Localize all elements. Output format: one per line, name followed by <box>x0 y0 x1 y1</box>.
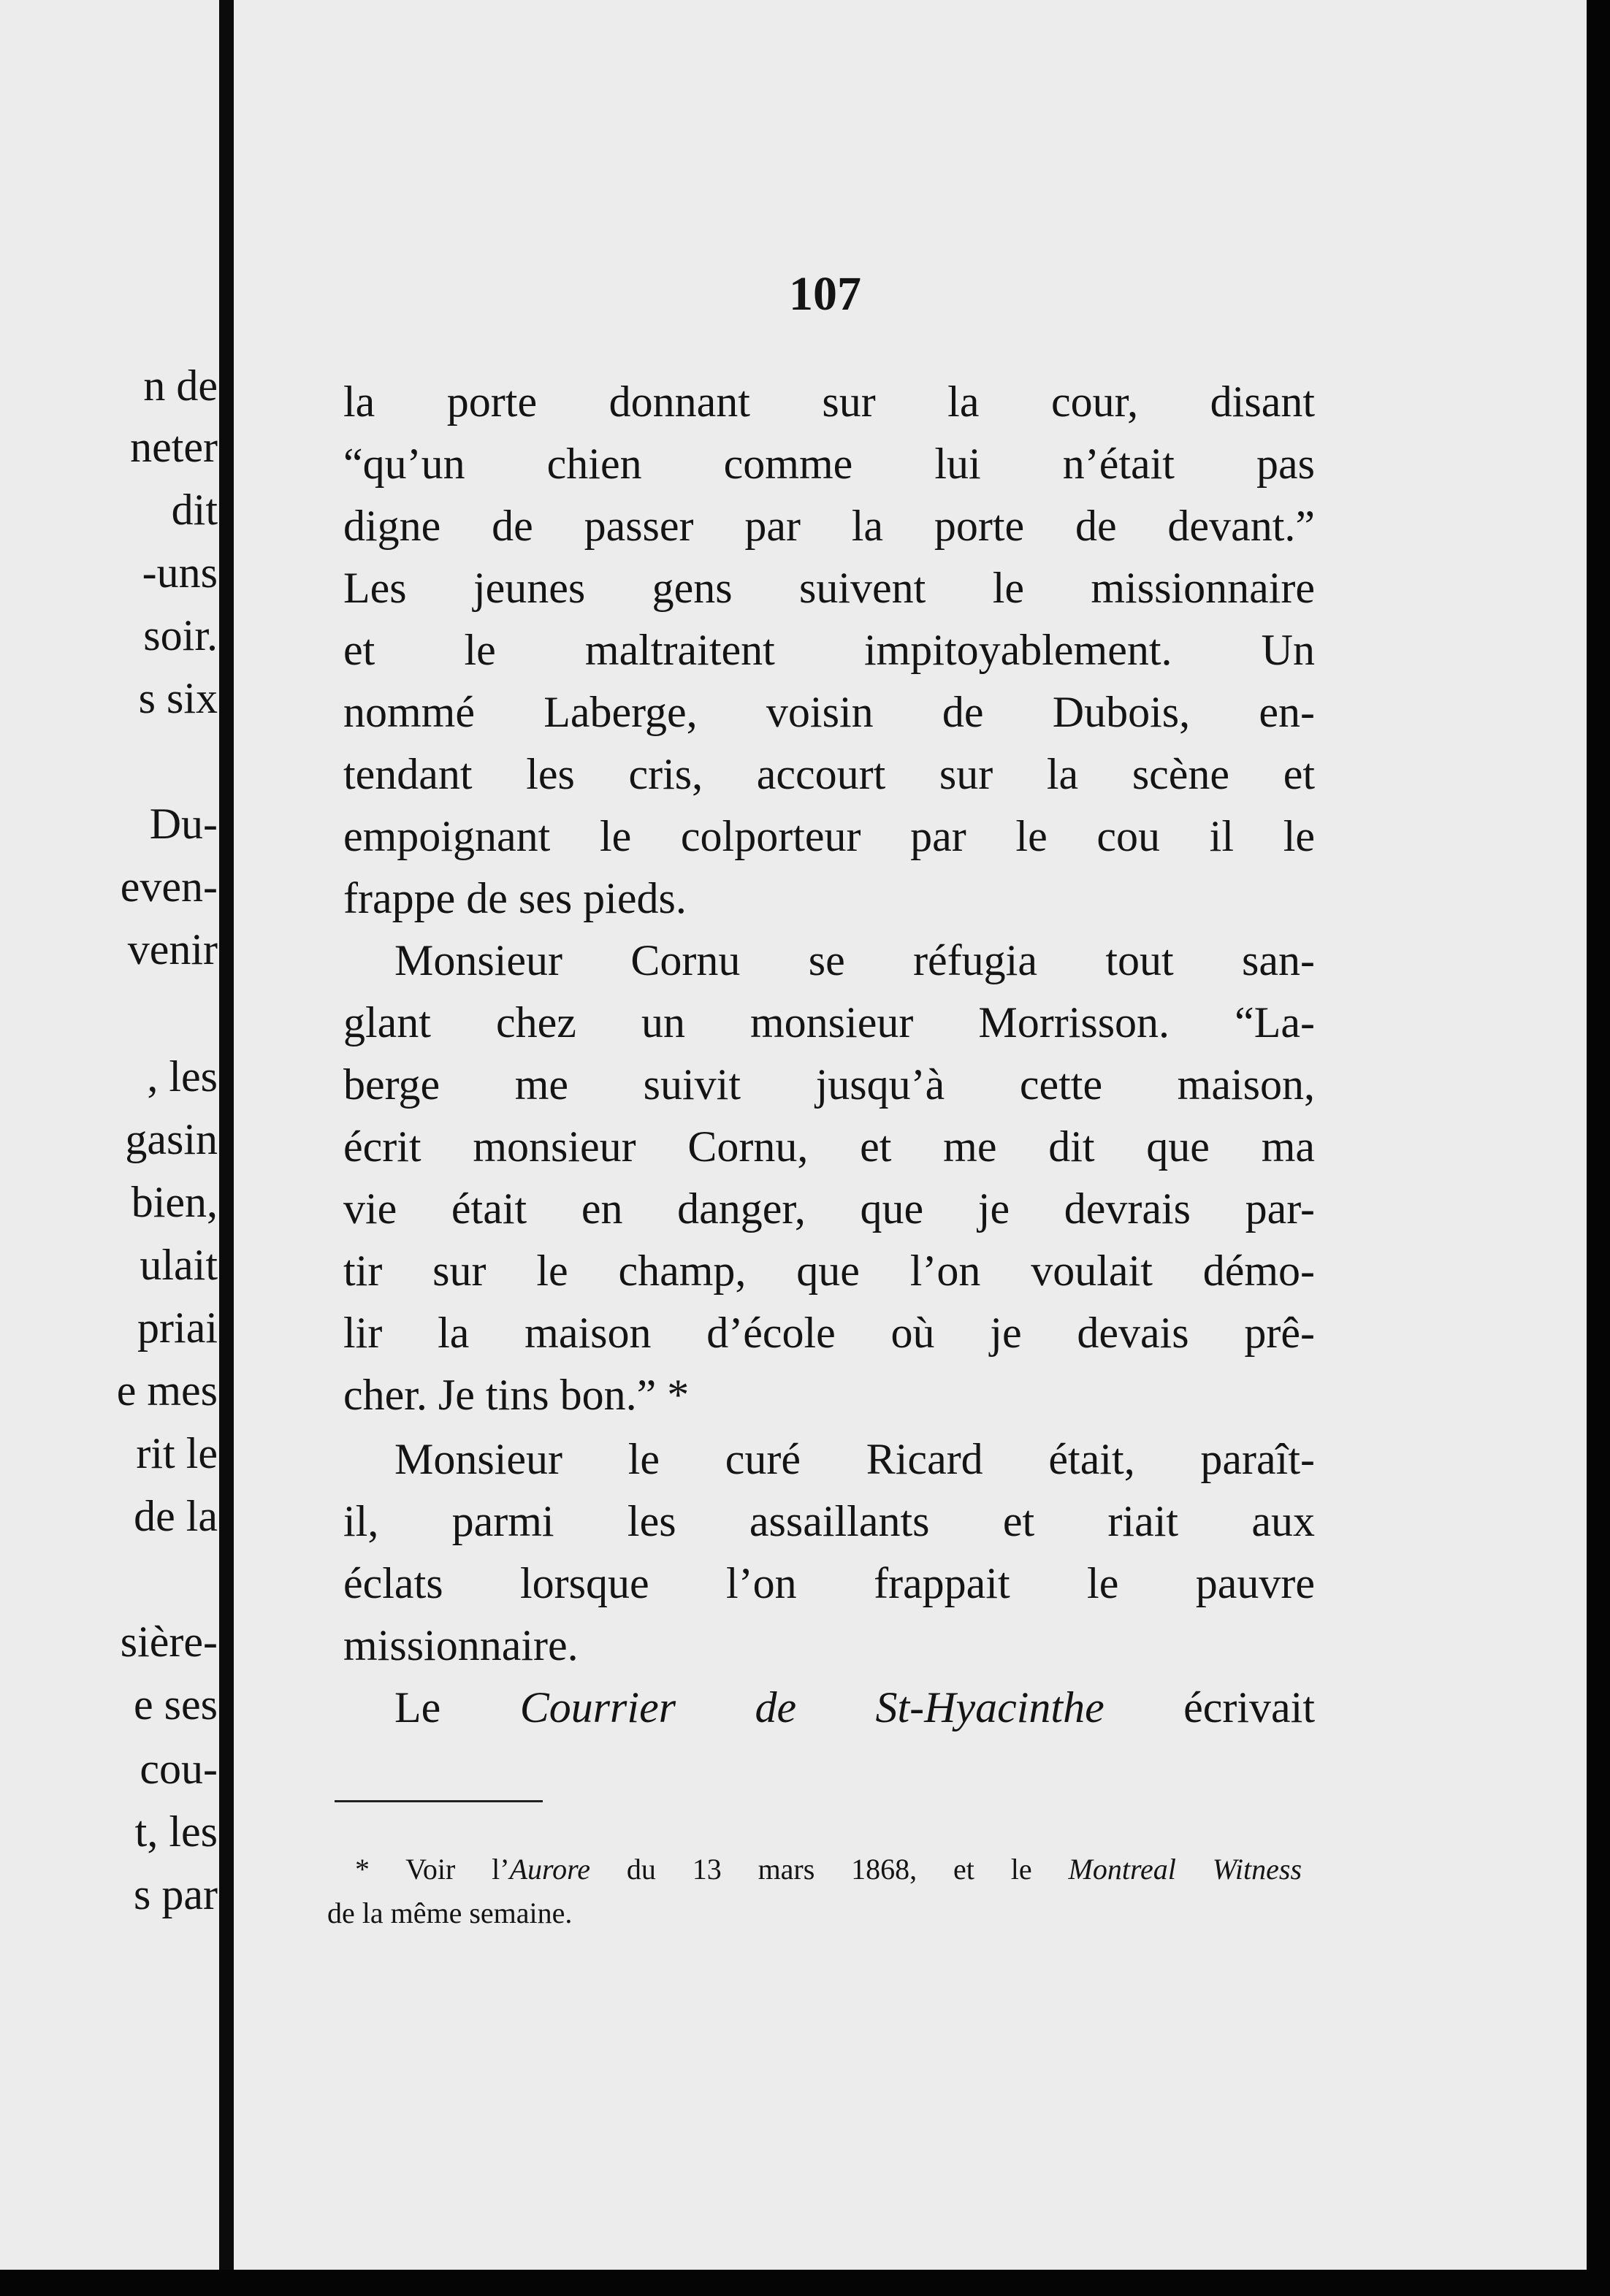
left-page-fragment: even- <box>120 862 218 911</box>
footnote-line <box>355 1855 1302 1884</box>
body-line: cher. Je tins bon.” * <box>343 1371 690 1419</box>
left-page-fragment: de la <box>134 1492 218 1540</box>
body-line: digne de passer par la porte de devant.” <box>343 502 1315 550</box>
left-page-fragment: ulait <box>140 1241 218 1289</box>
left-page-fragment: n de <box>143 361 218 410</box>
scan-edge-bottom <box>0 2270 1610 2296</box>
left-page-fragment: , les <box>147 1052 218 1101</box>
body-text: Le <box>394 1683 520 1731</box>
left-page-fragment: s six <box>138 674 218 722</box>
page-number: 107 <box>789 267 861 321</box>
body-line: éclats lorsque l’on frappait le pauvre <box>343 1559 1315 1607</box>
left-page-fragment: cou- <box>140 1745 218 1793</box>
book-fold-gutter <box>219 0 234 2296</box>
body-line: “qu’un chien comme lui n’était pas <box>343 440 1315 488</box>
newspaper-title: Aurore <box>509 1853 590 1886</box>
body-line: écrit monsieur Cornu, et me dit que ma <box>343 1122 1315 1171</box>
body-line: la porte donnant sur la cour, disant <box>343 378 1315 426</box>
newspaper-title: Courrier de St-Hyacinthe <box>519 1683 1105 1731</box>
body-text: écrivait <box>1104 1683 1316 1731</box>
body-line: vie était en danger, que je devrais par- <box>343 1185 1315 1233</box>
body-line: Monsieur Cornu se réfugia tout san- <box>394 936 1315 984</box>
body-line: tir sur le champ, que l’on voulait démo- <box>343 1247 1315 1295</box>
body-line: Monsieur le curé Ricard était, paraît- <box>394 1435 1315 1483</box>
left-page-fragment: e ses <box>134 1680 218 1729</box>
left-page-fragment: priai <box>137 1304 218 1352</box>
left-page-fragment: dit <box>171 486 218 534</box>
left-page-fragment: Du- <box>149 800 218 848</box>
body-line: nommé Laberge, voisin de Dubois, en- <box>343 688 1315 736</box>
footnote-text: * Voir l’ <box>355 1853 510 1886</box>
body-line: et le maltraitent impitoyablement. Un <box>343 626 1315 674</box>
body-line: missionnaire. <box>343 1621 579 1669</box>
left-page-fragment: rit le <box>136 1429 218 1477</box>
footnote-line: de la même semaine. <box>327 1897 573 1929</box>
left-page <box>0 0 219 2270</box>
left-page-fragment: neter <box>130 423 218 471</box>
left-page-fragment: e mes <box>116 1366 218 1415</box>
body-line: Les jeunes gens suivent le missionnaire <box>343 564 1315 612</box>
left-page-fragment: bien, <box>131 1178 218 1226</box>
left-page-fragment: s par <box>134 1870 218 1918</box>
left-page-fragment: soir. <box>143 611 218 659</box>
body-line: berge me suivit jusqu’à cette maison, <box>343 1060 1315 1109</box>
body-line: lir la maison d’école où je devais prê- <box>343 1309 1315 1357</box>
left-page-fragment: t, les <box>134 1807 218 1856</box>
newspaper-title: Montreal Witness <box>1068 1853 1302 1886</box>
footnote-text: du 13 mars 1868, et le <box>590 1853 1069 1886</box>
body-line: glant chez un monsieur Morrisson. “La- <box>343 998 1315 1046</box>
left-page-fragment: sière- <box>120 1618 218 1666</box>
left-page-fragment: venir <box>127 925 218 973</box>
body-line: tendant les cris, accourt sur la scène et <box>343 750 1315 798</box>
body-line: empoignant le colporteur par le cou il le <box>343 812 1315 860</box>
left-page-fragment: gasin <box>125 1115 218 1163</box>
left-page-fragment: -uns <box>142 548 218 597</box>
body-line: il, parmi les assaillants et riait aux <box>343 1497 1315 1545</box>
body-line: frappe de ses pieds. <box>343 874 687 922</box>
footnote-rule <box>335 1800 543 1802</box>
body-line <box>394 1685 1315 1729</box>
scan-edge-right <box>1587 0 1610 2296</box>
